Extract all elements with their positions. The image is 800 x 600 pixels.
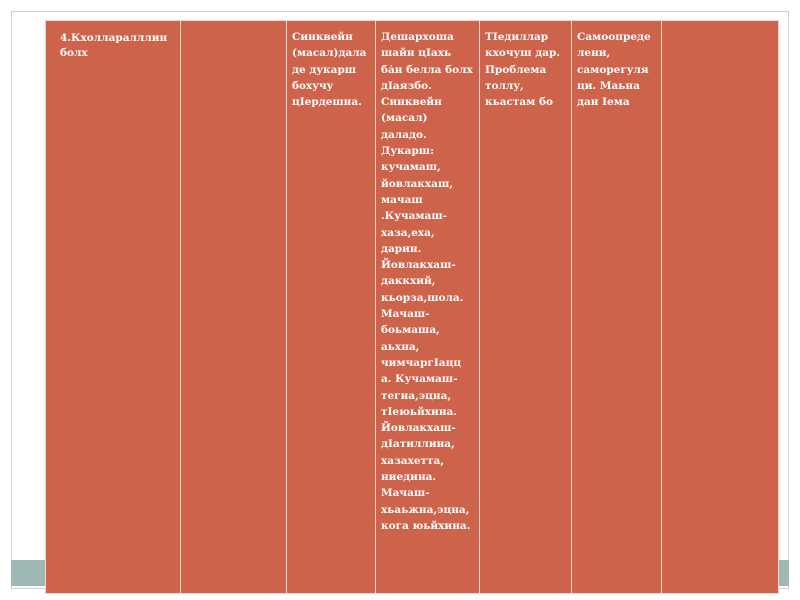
- task-text: Синквейн (масал)даладе дукарш бохучу цIердешна.: [292, 31, 367, 109]
- skills-text: Самоопределени, саморегуляци. Маьна дан Iема: [577, 31, 651, 109]
- empty-cell: [181, 21, 287, 594]
- empty-cell: [662, 21, 779, 594]
- actions-cell: [480, 21, 572, 594]
- footer-band-left: [11, 560, 45, 586]
- table-row: [46, 21, 779, 594]
- student-activity-cell: [376, 21, 480, 594]
- lesson-table: [45, 20, 778, 594]
- stage-text: 4.Кхолларалллин болх: [60, 32, 168, 59]
- student-activity-text: Дешархоша шайн цIахь ба̇н белла болх дIаязбо. Синквейн (масал) даладо. Дукарш: кучамаш, йовлакхаш, мачаш .Кучамаш- хаза,еха, дарин. Йовлакхаш- даккхий, кьорза,шола. Мачаш- боьмаша, аьхна, чимчаргIацц а. Кучамаш- тегна,эцна, тIеюьйхина. Йовлакхаш- дIатиллина, хазахетта, ниедина. Мачаш- хьаьжна,эцна, кога юьйхина.: [381, 31, 473, 532]
- actions-text: ТIедиллар кхочуш дар. Проблема толлу, кьастам бо: [485, 31, 560, 109]
- skills-cell: [572, 21, 662, 594]
- task-cell: [287, 21, 376, 594]
- stage-cell: [46, 21, 181, 594]
